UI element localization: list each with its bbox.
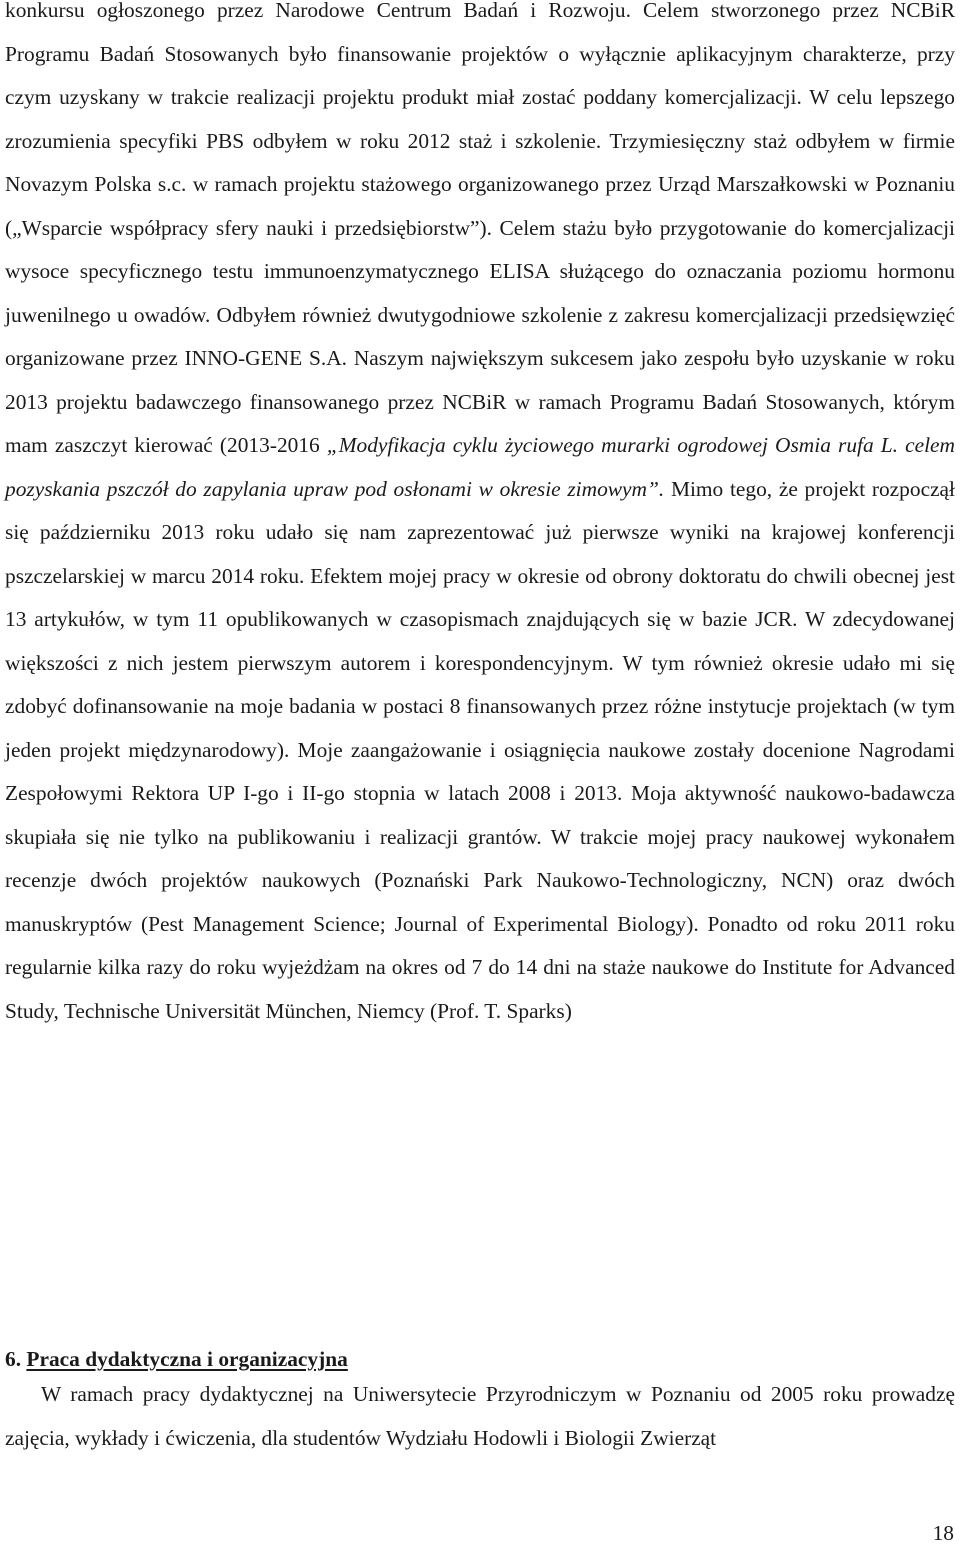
- project-title-italic: „Modyfikacja cyklu życiowego murarki ogrodowej Osmia rufa L. celem pozyskania pszczół do zapylania upraw pod osłonami w okresie zimowym”.: [5, 433, 955, 501]
- section-title: Praca dydaktyczna i organizacyjna: [26, 1347, 348, 1371]
- section-number: 6.: [5, 1347, 22, 1371]
- page-content: [5, 0, 955, 1033]
- section-paragraph: W ramach pracy dydaktycznej na Uniwersytecie Przyrodniczym w Poznaniu od 2005 roku prowadzę zajęcia, wykłady i ćwiczenia, dla studentów Wydziału Hodowli i Biologii Zwierząt: [5, 1382, 955, 1450]
- paragraph-text-part-1: konkursu ogłoszonego przez Narodowe Centrum Badań i Rozwoju. Celem stworzonego przez NCBiR Programu Badań Stosowanych było finansowanie projektów o wyłącznie aplikacyjnym charakterze, przy czym uzyskany w trakcie realizacji projektu produkt miał zostać poddany komercjalizacji. W celu lepszego zrozumienia specyfiki PBS odbyłem w roku 2012 staż i szkolenie. Trzymiesięczny staż odbyłem w firmie Novazym Polska s.c. w ramach projektu stażowego organizowanego przez Urząd Marszałkowski w Poznaniu („Wsparcie współpracy sfery nauki i przedsiębiorstw”). Celem stażu było przygotowanie do komercjalizacji wysoce specyficznego testu immunoenzymatycznego ELISA służącego do oznaczania poziomu hormonu juwenilnego u owadów. Odbyłem również dwutygodniowe szkolenie z zakresu komercjalizacji przedsięwzięć organizowane przez INNO-GENE S.A. Naszym największym sukcesem jako zespołu było uzyskanie w roku 2013 projektu badawczego finansowanego przez NCBiR w ramach Programu Badań Stosowanych, którym mam zaszczyt kierować (2013-2016: [5, 0, 955, 457]
- body-paragraph: [5, 0, 955, 1033]
- section-heading: [5, 1344, 348, 1374]
- paragraph-text-part-2: Mimo tego, że projekt rozpoczął się październiku 2013 roku udało się nam zaprezentować już pierwsze wyniki na krajowej konferencji pszczelarskiej w marcu 2014 roku. Efektem mojej pracy w okresie od obrony doktoratu do chwili obecnej jest 13 artykułów, w tym 11 opublikowanych w czasopismach znajdujących się w bazie JCR. W zdecydowanej większości z nich jestem pierwszym autorem i korespondencyjnym. W tym również okresie udało mi się zdobyć dofinansowanie na moje badania w postaci 8 finansowanych przez różne instytucje projektach (w tym jeden projekt międzynarodowy). Moje zaangażowanie i osiągnięcia naukowe zostały docenione Nagrodami Zespołowymi Rektora UP I-go i II-go stopnia w latach 2008 i 2013. Moja aktywność naukowo-badawcza skupiała się nie tylko na publikowaniu i realizacji grantów. W trakcie mojej pracy naukowej wykonałem recenzje dwóch projektów naukowych (Poznański Park Naukowo-Technologiczny, NCN) oraz dwóch manuskryptów (Pest Management Science; Journal of Experimental Biology). Ponadto od roku 2011 roku regularnie kilka razy do roku wyjeżdżam na okres od 7 do 14 dni na staże naukowe do Institute for Advanced Study, Technische Universität München, Niemcy (Prof. T. Sparks): [5, 476, 955, 1023]
- page-number: 18: [932, 1521, 954, 1545]
